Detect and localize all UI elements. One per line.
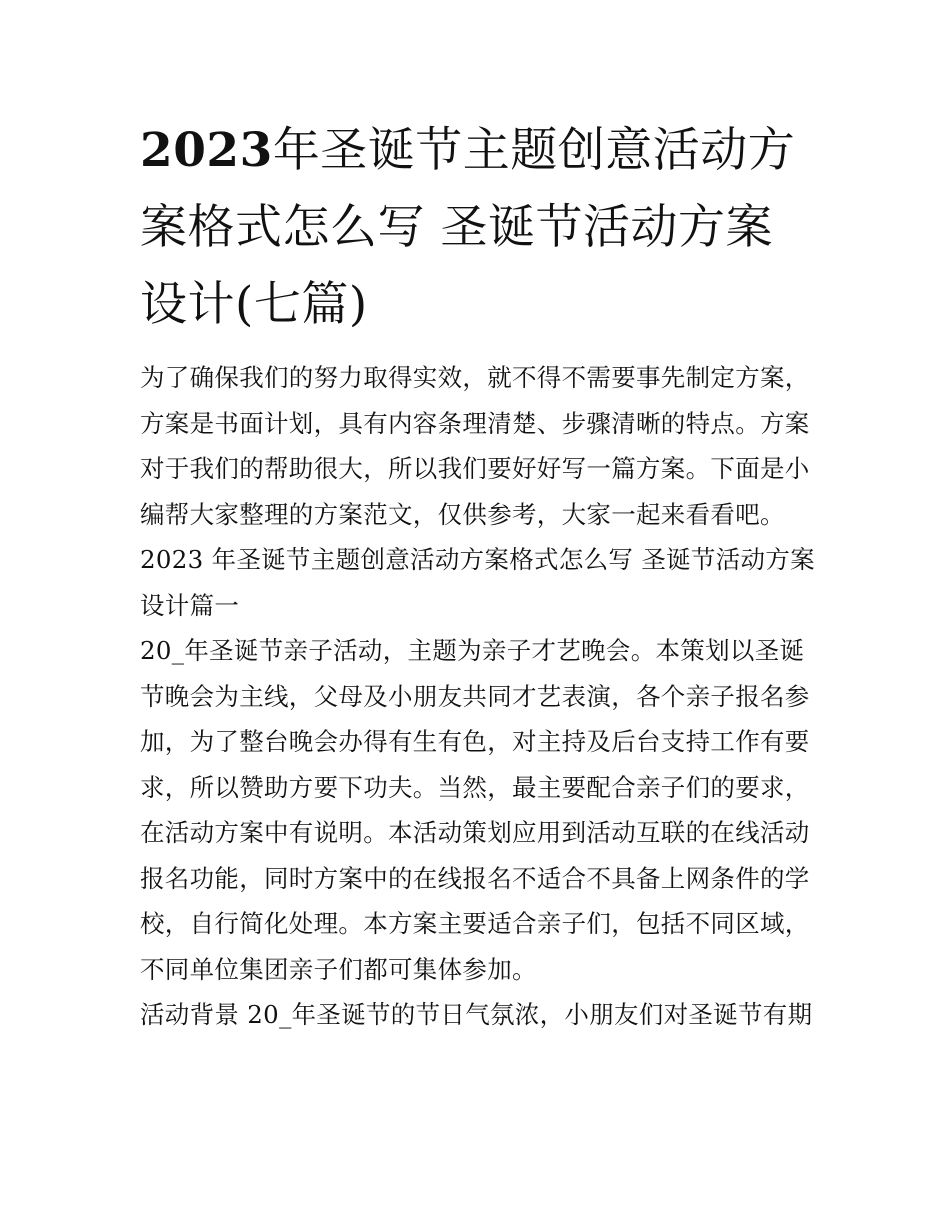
- section-heading: 2023 年圣诞节主题创意活动方案格式怎么写 圣诞节活动方案设计篇一: [140, 545, 815, 620]
- body-paragraph-1: 20_年圣诞节亲子活动，主题为亲子才艺晚会。本策划以圣诞节晚会为主线，父母及小朋友共同才艺表演，各个亲子报名参加，为了整台晚会办得有生有色，对主持及后台支持工作有要求，所以赞助方要下功夫。当然，最主要配合亲子们的要求，在活动方案中有说明。本活动策划应用到活动互联的在线活动报名功能，同时方案中的在线报名不适合不具备上网条件的学校，自行简化处理。本方案主要适合亲子们，包括不同区域，不同单位集团亲子们都可集体参加。: [140, 636, 810, 984]
- title-year: 2023: [140, 123, 273, 178]
- document-title: [140, 112, 820, 343]
- body-paragraph-2: 活动背景 20_年圣诞节的节日气氛浓，小朋友们对圣诞节有期: [140, 1000, 813, 1029]
- intro-paragraph: 为了确保我们的努力取得实效，就不得不需要事先制定方案，方案是书面计划，具有内容条理清楚、步骤清晰的特点。方案对于我们的帮助很大，所以我们要好好写一篇方案。下面是小编帮大家整理的方案范文，仅供参考，大家一起来看看吧。: [140, 363, 810, 529]
- title-text: 年圣诞节主题创意活动方案格式怎么写 圣诞节活动方案设计(七篇): [140, 123, 796, 332]
- document-page: [140, 112, 820, 1038]
